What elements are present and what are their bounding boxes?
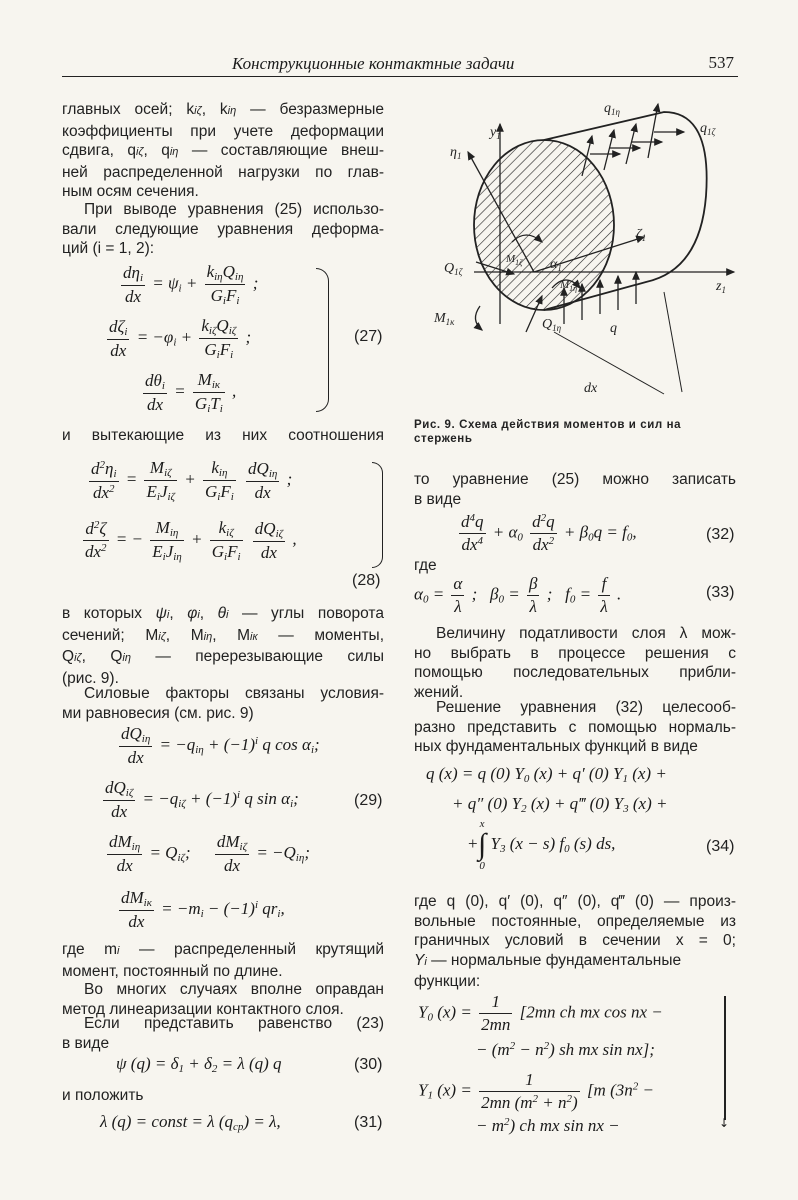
equation-number-32: (32)	[706, 526, 735, 543]
svg-text:M1η: $M_{1\eta}$	[560, 279, 578, 293]
figure-9-beam-diagram	[414, 92, 738, 408]
brace-27	[316, 268, 329, 412]
svg-text:q: q	[610, 321, 617, 336]
equation-y1-line1: $Y_1$ (x) = $\frac{1}{2mn (m^2 + n^2)}$ [m ($3n^2$ −	[418, 1070, 654, 1112]
paragraph-set: и положить	[62, 1087, 144, 1104]
equation-y0-line2: − $(m^2 - n^2)$ sh mx sin nx];	[476, 1040, 655, 1059]
paragraph-linearization: Во многих случаях вполне оправдан метод линеаризации контактного слоя.	[62, 981, 384, 1018]
equation-27-line2: $\frac{d\zeta_i}{dx}$ = $-\varphi_i$ + $\frac{k_{i\zeta}Q_{i\zeta}}{G_iF_i}$ ;	[109, 316, 252, 361]
brace-28	[372, 462, 383, 568]
equation-34-line2: + q″ (0) $Y_2$ (x) + q‴ (0) $Y_3$ (x) +	[452, 794, 668, 815]
equation-28-line2: $\frac{d^2\zeta}{dx^2}$ = − $\frac{M_{i\eta}}{E_iJ_{i\eta}}$ + $\frac{k_{i\zeta}}{G_iF_i}$ $\frac{dQ_{i\zeta}}{dx}$ ,	[85, 518, 297, 563]
continuation-arrow: ↓	[719, 1116, 730, 1130]
figure-caption: Рис. 9. Схема действия моментов и сил на стержень	[414, 419, 682, 445]
equation-33: $\alpha_0$ = $\frac{\alpha}{\lambda}$ ; $\beta_0$ = $\frac{\beta}{\lambda}$ ; $f_0$ = $\frac{f}{\lambda}$ .	[414, 574, 622, 616]
equation-29-line1: $\frac{dQ_{i\eta}}{dx}$ = $-q_{i\eta} + (-1)^i$ q $\cos \alpha_i$;	[121, 724, 320, 767]
svg-text:Q1η: $Q_{1\eta}$	[542, 317, 562, 333]
paragraph-torque: где mi — распределенный крутящий момент, постоянный по длине.	[62, 941, 384, 980]
equation-number-30: (30)	[354, 1056, 383, 1073]
paragraph-angles: в которых ψi, φi, θi — углы поворота сечений; Miζ, Miη, Miк — моменты, Qiζ, Qiη — перерезывающие силы (рис. 9).	[62, 605, 385, 687]
equation-y1-line2: − $m^2$) ch mx sin nx −	[476, 1116, 620, 1135]
equation-32: $\frac{d^4q}{dx^4}$ + $\alpha_0$ $\frac{d^2q}{dx^2}$ + $\beta_0q = f_0$,	[461, 512, 637, 554]
svg-text:η1: $\eta_1$	[450, 145, 462, 161]
equation-number-27: (27)	[354, 328, 383, 345]
word-gde: где	[414, 557, 437, 574]
paragraph-solution: Решение уравнения (32) целесооб- разно представить с помощью нормаль- ных фундаментальных функций в виде	[414, 699, 736, 756]
load-arrows-top	[582, 104, 684, 176]
equation-number-29: (29)	[354, 792, 383, 809]
paragraph-axes: главных осей; kiζ, kiη — безразмерные коэффициенты при учете деформации сдвига, qiζ, qiη — составляющие внеш- ней распределенной нагрузки по глав- ным осям сечения.	[62, 101, 384, 201]
equation-29-line4: $\frac{dM_{iк}}{dx}$ = $-m_i - (-1)^i$ $qr_i$,	[121, 888, 285, 931]
svg-text:y1: $y_1$	[490, 125, 501, 141]
paragraph-constants: где q (0), q′ (0), q″ (0), q‴ (0) — произ- вольные постоянные, определяемые из граничных условий в сечении x = 0; Yi — нормальные фундаментальные функции:	[414, 893, 736, 991]
paragraph-equilibrium: Силовые факторы связаны условия- ми равновесия (см. рис. 9)	[62, 685, 384, 722]
svg-text:dx: dx	[584, 381, 598, 396]
running-title: Конструкционные контактные задачи	[232, 54, 515, 73]
equation-28-line1: $\frac{d^2\eta_i}{dx^2}$ = $\frac{M_{i\zeta}}{E_iJ_{i\zeta}}$ + $\frac{k_{i\eta}}{G_iF_i}$ $\frac{dQ_{i\eta}}{dx}$ ;	[91, 458, 293, 503]
svg-text:α1: $\alpha_1$	[550, 257, 562, 273]
equation-30: ψ $(q) = \delta_1 + \delta_2 = \lambda$ (q) q	[116, 1054, 282, 1075]
equation-29-line3: $\frac{dM_{i\eta}}{dx}$ = $Q_{i\zeta}$; $\frac{dM_{i\zeta}}{dx}$ = $-Q_{i\eta}$;	[109, 832, 310, 875]
equation-27-line1: $\frac{d\eta_i}{dx}$ = $\psi_i$ + $\frac{k_{i\eta}Q_{i\eta}}{G_iF_i}$ ;	[123, 262, 259, 307]
dimension-dx	[554, 332, 664, 394]
paragraph-equation-write: то уравнение (25) можно записать в виде	[414, 471, 736, 508]
equation-31: λ (q) = const = λ $(q_{ср}) = \lambda$,	[100, 1112, 281, 1133]
svg-text:q1ζ: $q_{1\zeta}$	[700, 121, 716, 137]
moment-m1k	[475, 306, 482, 330]
cross-section	[474, 140, 614, 310]
paragraph-relations: и вытекающие из них соотношения	[62, 427, 384, 444]
svg-text:q1η: $q_{1\eta}$	[604, 101, 620, 117]
equation-number-28: (28)	[352, 572, 381, 589]
equation-29-line2: $\frac{dQ_{i\zeta}}{dx}$ = $-q_{i\zeta} + (-1)^i$ q $\sin \alpha_i$;	[105, 778, 299, 821]
page-number: 537	[708, 53, 734, 72]
paragraph-compliance: Величину податливости слоя λ мож- но выбрать в процессе решения с помощью последовательных прибли- жений.	[414, 625, 736, 701]
equation-y0-line1: $Y_0$ (x) = $\frac{1}{2mn}$ [2mn ch mx cos nx −	[418, 992, 663, 1034]
paragraph-equality: Если представить равенство (23) в виде	[62, 1015, 384, 1052]
svg-text:Q1ζ: $Q_{1\zeta}$	[444, 261, 463, 277]
svg-text:M1ζ: $M_{1\zeta}$	[506, 253, 523, 267]
paragraph-deformation: При выводе уравнения (25) использо- вали следующие уравнения деформа- ций (i = 1, 2):	[62, 201, 384, 258]
equation-number-34: (34)	[706, 838, 735, 855]
svg-text:z1: $z_1$	[716, 279, 726, 295]
brace-functions	[724, 996, 726, 1120]
equation-number-33: (33)	[706, 584, 735, 601]
equation-34-line1: q (x) = q (0) $Y_0$ (x) + q′ (0) $Y_1$ (x) +	[426, 764, 667, 785]
svg-text:M1к: $M_{1к}$	[434, 311, 455, 327]
plus-sign: +	[468, 834, 478, 853]
equation-34-line3: x ∫ 0 $Y_3$ (x − s) $f_0$ (s) ds,	[478, 818, 616, 872]
equation-27-line3: $\frac{d\theta_i}{dx}$ = $\frac{M_{iк}}{G_iT_i}$ ,	[145, 370, 237, 415]
equation-number-31: (31)	[354, 1114, 383, 1131]
svg-text:ζ1: $\zeta_1$	[636, 227, 647, 243]
running-header	[62, 52, 738, 77]
